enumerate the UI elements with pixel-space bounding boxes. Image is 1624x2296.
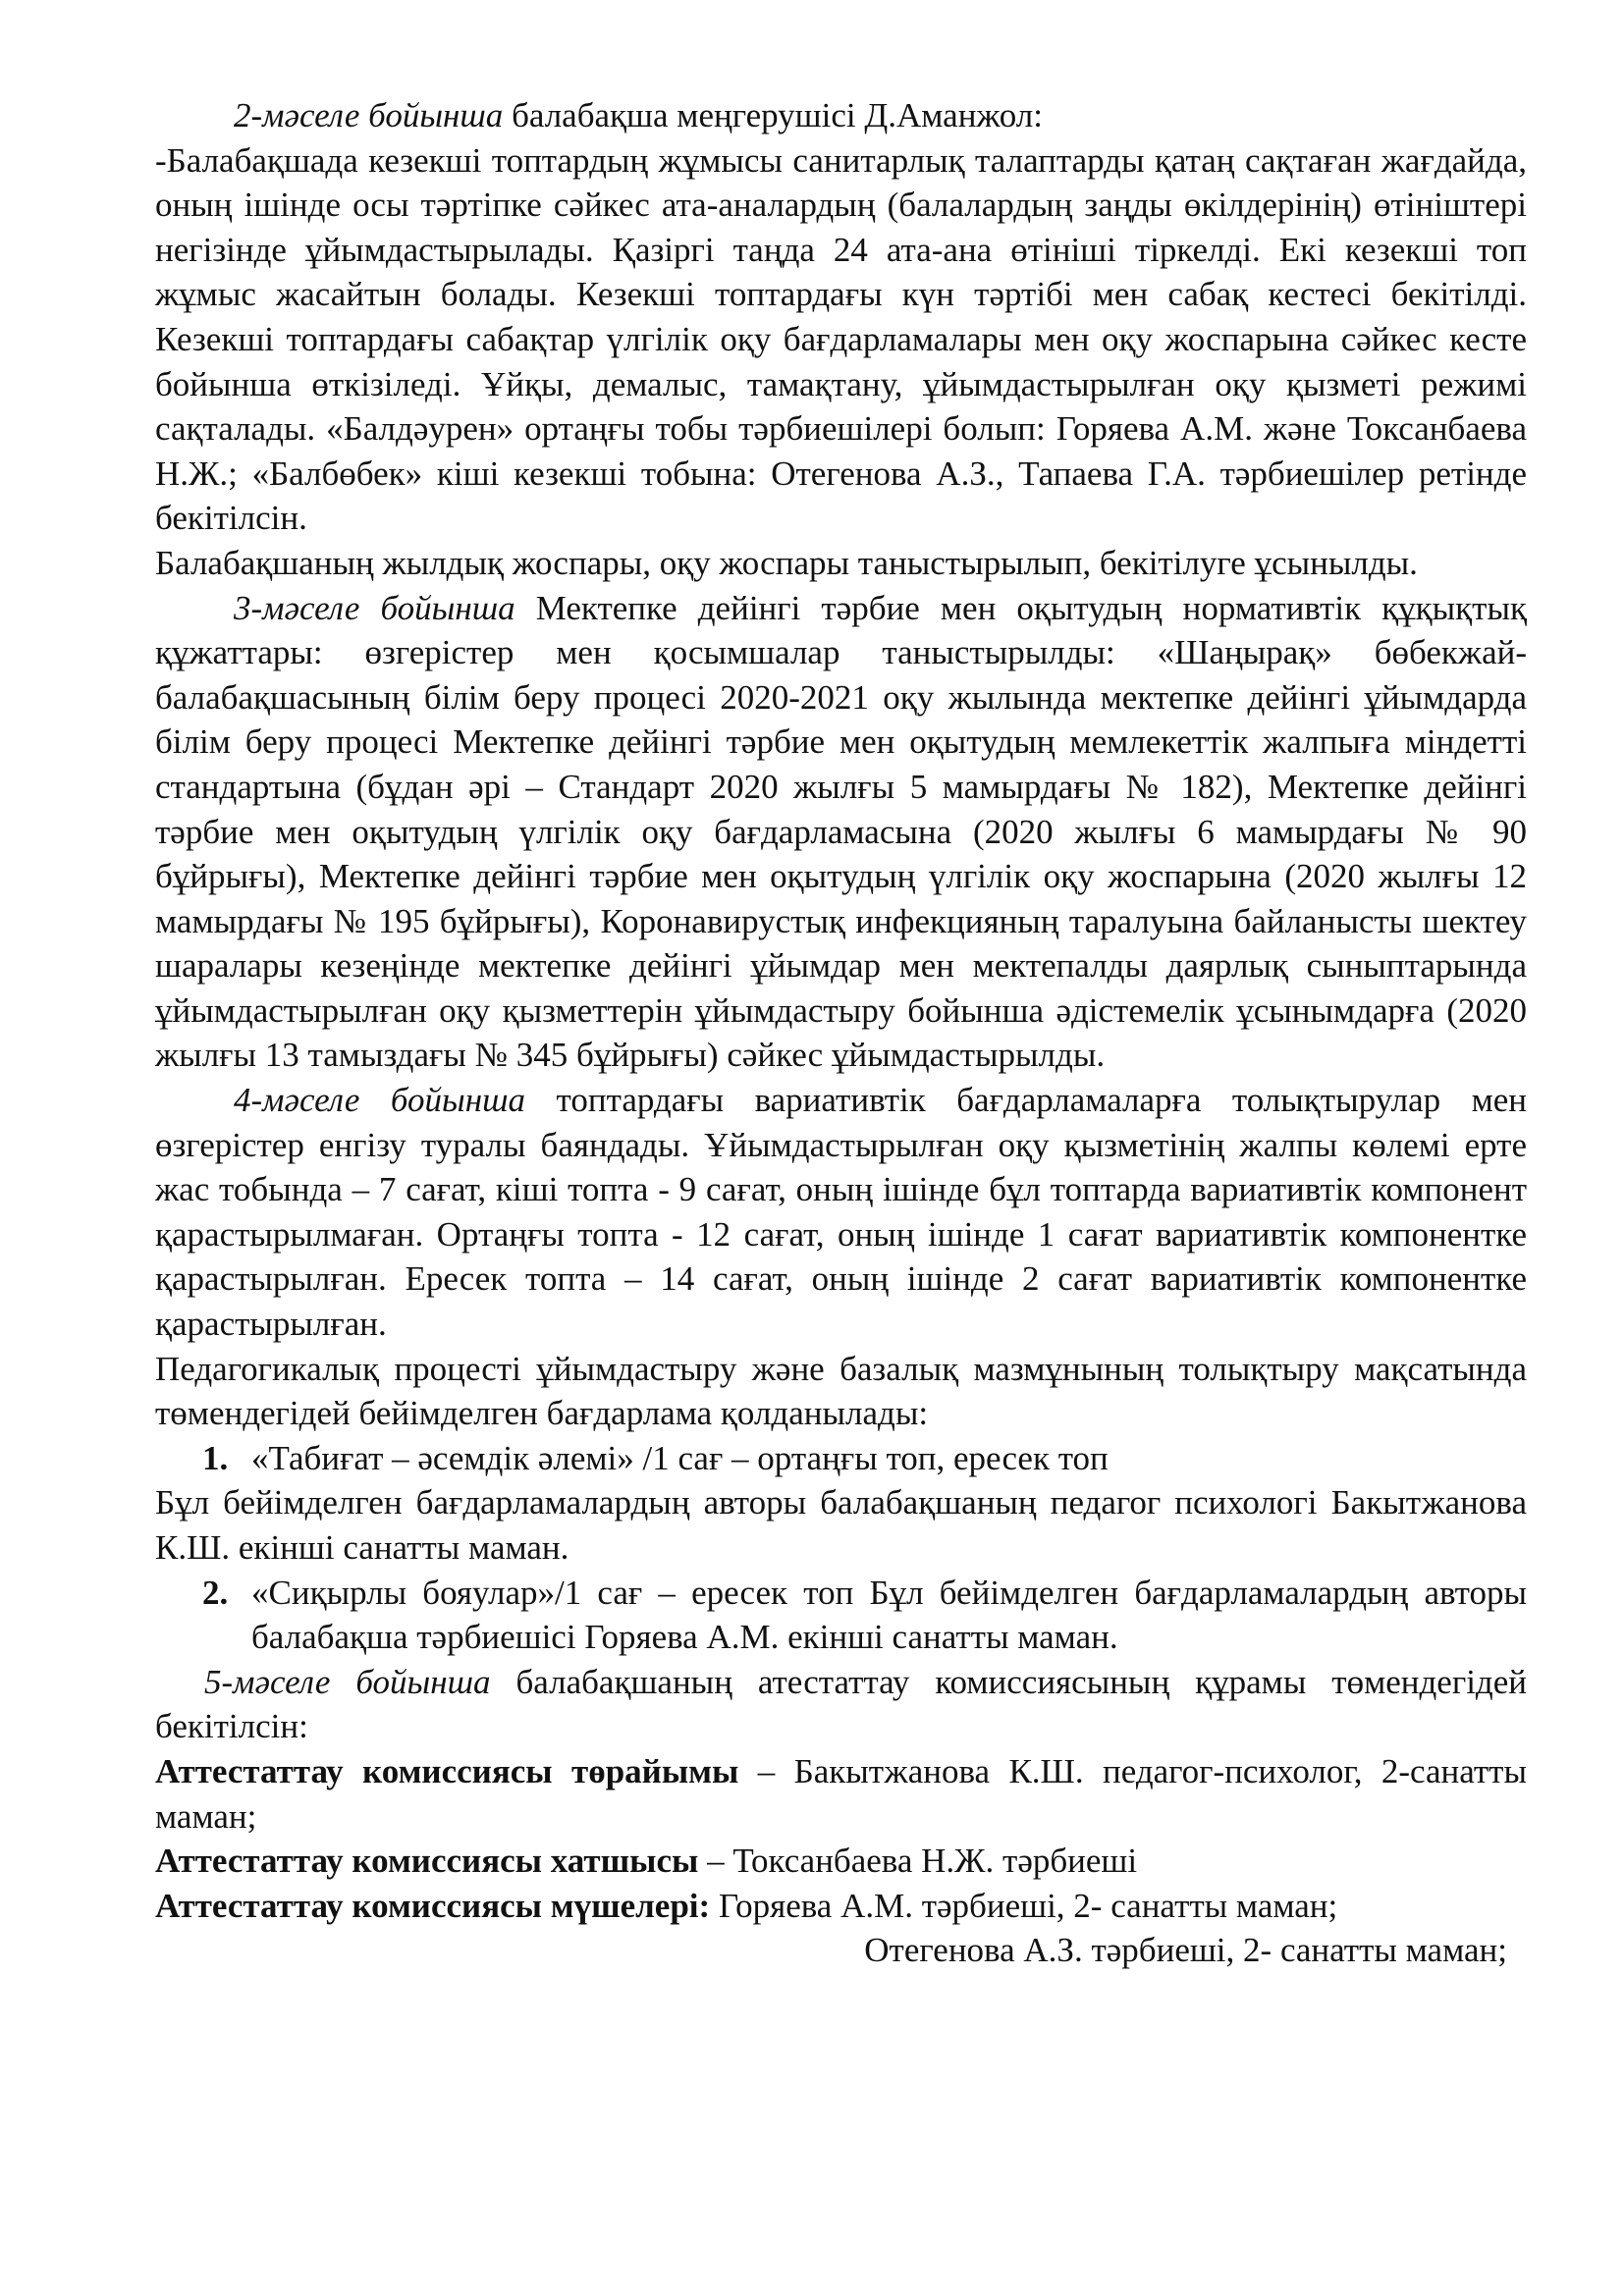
list-item-text: «Табиғат – әсемдік әлемі» /1 сағ – ортаңғы топ, ересек топ: [251, 1438, 1109, 1477]
commission-members-text: Горяева А.М. тәрбиеші, 2- санатты маман;: [710, 1886, 1338, 1925]
issue2-label: 2-мәселе бойынша: [234, 96, 504, 134]
issue4-body-2: Педагогикалық процесті ұйымдастыру және базалық мазмұнының толықтыру мақсатында төмендегідей бейімделген бағдарлама қолданылады:: [155, 1349, 1527, 1433]
commission-chair-label: Аттестаттау комиссиясы төрайымы: [155, 1751, 739, 1790]
list-item: [155, 1571, 1527, 1660]
commission-members-continued: Отегенова А.З. тәрбиеші, 2- санатты маман;: [864, 1931, 1507, 1970]
list-item-number: 2.: [202, 1573, 229, 1612]
issue2-body-2: Балабақшаның жылдық жоспары, оқу жоспары таныстырылып, бекітілуге ұсынылды.: [155, 543, 1418, 582]
issue3-paragraph: [155, 586, 1527, 1079]
list-item: [155, 1436, 1527, 1481]
list-item-text: «Сиқырлы бояулар»/1 сағ – ересек топ Бұл бейімделген бағдарламалардың авторы балабақша тәрбиешісі Горяева А.М. екінші санатты маман.: [251, 1573, 1527, 1657]
document-page: [155, 93, 1527, 1973]
issue2-lead: балабақша меңгерушісі Д.Аманжол:: [503, 96, 1043, 134]
issue3-body: Мектепке дейінгі тәрбие мен оқытудың нормативтік құқықтық құжаттары: өзгерістер мен қосымшалар таныстырылды: «Шаңырақ» бөбекжай-балабақшасының білім беру процесі 2020-2021 оқу жылында мектепке дейінгі ұйымдарда білім беру процесі Мектепке дейінгі тәрбие мен оқытудың мемлекеттік жалпыға міндетті стандартына (бұдан әрі – Стандарт 2020 жылғы 5 мамырдағы № 182), Мектепке дейінгі тәрбие мен оқытудың үлгілік оқу бағдарламасына (2020 жылғы 6 мамырдағы № 90 бұйрығы), Мектепке дейінгі тәрбие мен оқытудың үлгілік оқу жоспарына (2020 жылғы 12 мамырдағы № 195 бұйрығы), Коронавирустық инфекцияның таралуына байланысты шектеу шаралары кезеңінде мектепке дейінгі ұйымдар мен мектепалды даярлық сыныптарында ұйымдастырылған оқу қызметтерін ұйымдастыру бойынша әдістемелік ұсынымдарға (2020 жылғы 13 тамыздағы № 345 бұйрығы) сәйкес ұйымдастырылды.: [155, 588, 1527, 1075]
issue5-body: балабақшаның атестаттау комиссиясының құрамы төмендегідей бекітілсін:: [155, 1662, 1527, 1746]
commission-chair: [155, 1749, 1527, 1839]
commission-secretary-label: Аттестаттау комиссиясы хатшысы: [155, 1842, 699, 1881]
issue4-label: 4-мәселе бойынша: [234, 1081, 526, 1120]
issue3-label: 3-мәселе бойынша: [234, 588, 515, 627]
list-item-number: 1.: [202, 1438, 229, 1477]
list-item-1-note: Бұл бейімделген бағдарламалардың авторы балабақшаның педагог психологі Бакытжанова К.Ш. екінші санатты маман.: [155, 1483, 1527, 1567]
commission-members-label: Аттестаттау комиссиясы мүшелері:: [155, 1886, 711, 1925]
issue4-paragraph: [155, 1078, 1527, 1347]
issue2-heading-paragraph: [155, 93, 1527, 138]
issue5-paragraph: [155, 1660, 1527, 1749]
issue5-label: 5-мәселе бойынша: [204, 1662, 491, 1701]
commission-secretary-text: – Токсанбаева Н.Ж. тәрбиеші: [698, 1842, 1138, 1881]
commission-chair-text: – Бакытжанова К.Ш. педагог-психолог, 2-санатты маман;: [155, 1751, 1527, 1836]
issue4-body: топтардағы вариативтік бағдарламаларға толықтырулар мен өзгерістер енгізу туралы баяндады. Ұйымдастырылған оқу қызметінің жалпы көлемі ерте жас тобында – 7 сағат, кіші топта - 9 сағат, оның ішінде бұл топтарда вариативтік компонент қарастырылмаған. Ортаңғы топта - 12 сағат, оның ішінде 1 сағат вариативтік компонентке қарастырылған. Ересек топта – 14 сағат, оның ішінде 2 сағат вариативтік компонентке қарастырылған.: [155, 1081, 1527, 1344]
issue2-body: -Балабақшада кезекші топтардың жұмысы санитарлық талаптарды қатаң сақтаған жағдайда, оның ішінде осы тәртіпке сәйкес ата-аналардың (балалардың заңды өкілдерінің) өтініштері негізінде ұйымдастырылады. Қазіргі таңда 24 ата-ана өтініші тіркелді. Екі кезекші топ жұмыс жасайтын болады. Кезекші топтардағы күн тәртібі мен сабақ кестесі бекітілді. Кезекші топтардағы сабақтар үлгілік оқу бағдарламалары мен оқу жоспарына сәйкес кесте бойынша өткізіледі. Ұйқы, демалыс, тамақтану, ұйымдастырылған оқу қызметі режимі сақталады. «Балдәурен» ортаңғы тобы тәрбиешілері болып: Горяева А.М. және Токсанбаева Н.Ж.; «Балбөбек» кіші кезекші тобына: Отегенова А.З., Тапаева Г.А. тәрбиешілер ретінде бекітілсін.: [155, 140, 1527, 538]
commission-secretary: [155, 1839, 1527, 1884]
commission-members: [155, 1884, 1527, 1929]
